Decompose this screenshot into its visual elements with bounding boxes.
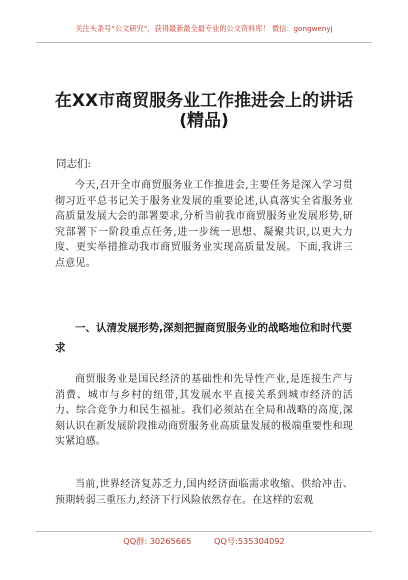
paragraph-section1-continued: 当前,世界经济复苏乏力,国内经济面临需求收缩、供给冲击、预期转弱三重压力,经济下行风险依然存在。在这样的宏观 (55, 479, 353, 506)
salutation: 同志们: (56, 158, 92, 170)
paragraph-section1: 商贸服务业是国民经济的基础性和先导性产业,是连接生产与消费、城市与乡村的纽带,其发展水平直接关系到城市经济的活力、综合竞争力和民生福祉。我们必须站在全局和战略的高度,深刻认识在新发展阶段推动商贸服务业高质量发展的极端重要性和现实紧迫感。 (55, 374, 353, 448)
document-title: 在XX市商贸服务业工作推进会上的讲话 (54, 91, 354, 111)
footer-divider (36, 531, 372, 532)
header-divider (36, 42, 372, 43)
header-banner: 关注头条号“公文研究”，获得最新最全最专业的公文资料库！ 微信：gongwenyj (75, 24, 333, 33)
paragraph-intro: 今天,召开全市商贸服务业工作推进会,主要任务是深入学习贯彻习近平总书记关于服务业发展的重要论述,认真落实全省服务业高质量发展大会的部署要求,分析当前我市商贸服务业发展形势,研究部署下一阶段重点任务,进一步统一思想、凝聚共识,以更大力度、更实举措推动我市商贸服务业实现高质量发展。下面,我讲三点意见。 (55, 180, 353, 269)
section-heading-1: 一、认清发展形势,深刻把握商贸服务业的战略地位和时代要求 (55, 322, 352, 354)
footer-qq-group: QQ群: 30265665 (123, 536, 192, 546)
footer-contact (0, 536, 408, 547)
document-title-suffix: (精品) (179, 111, 229, 131)
footer-qq-number: QQ号:535304092 (214, 536, 285, 546)
